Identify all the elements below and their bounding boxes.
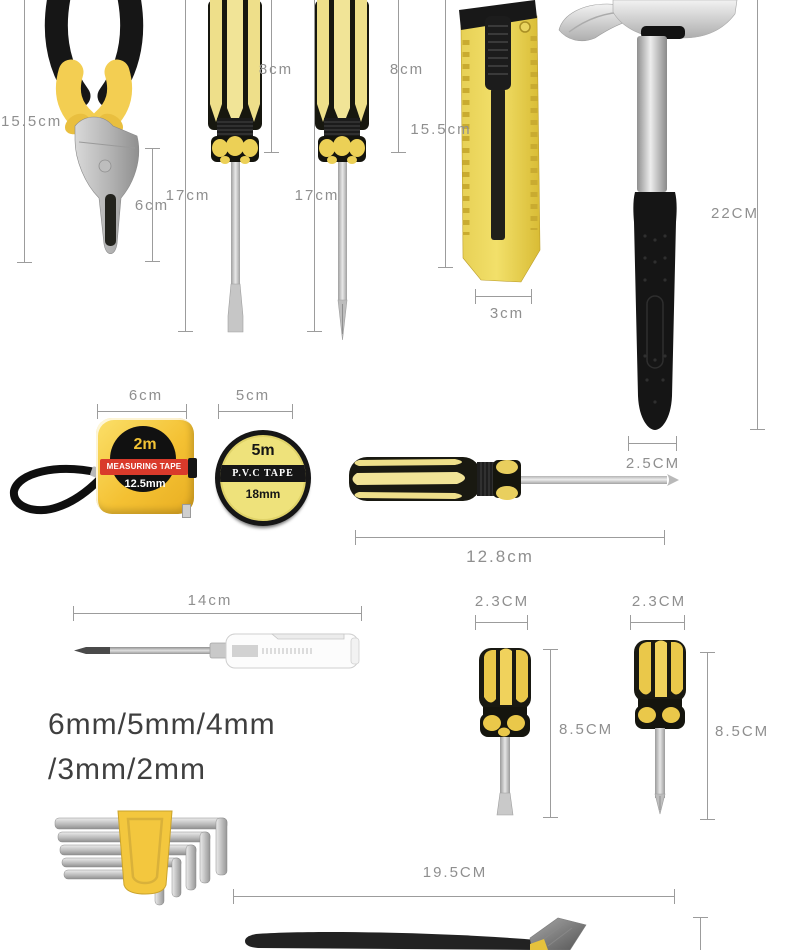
measure-stubby-flat-width-line: [475, 622, 528, 623]
pvc-tape-face: [215, 430, 311, 526]
measure-phillips-screwdriver-total-label: 17cm: [294, 187, 340, 204]
tape-measure-body: [96, 418, 194, 514]
flat-screwdriver-image: [200, 0, 290, 345]
measure-knife-width-label: 3cm: [489, 305, 525, 322]
measure-pliers-length-label: 15.5cm: [1, 113, 63, 130]
tape-exit-slot: [188, 458, 197, 478]
measure-flat-screwdriver-handle-label: 8cm: [258, 61, 294, 78]
measure-stubby-phillips-width-line: [630, 622, 685, 623]
pvc-width-text: 18mm: [245, 487, 281, 501]
measure-flat-screwdriver-total-label: 17cm: [165, 187, 211, 204]
pvc-capacity-text: 5m: [251, 442, 275, 459]
measure-knife-length-label: 15.5cm: [410, 121, 472, 138]
tape-lanyard: [8, 463, 108, 519]
measure-phillips-screwdriver-handle-label: 8cm: [389, 61, 425, 78]
pvc-name-text: P.V.C TAPE: [220, 465, 306, 482]
measure-pliers-length-line: [24, 0, 25, 263]
measure-stubby-flat-width-label: 2.3CM: [474, 593, 530, 610]
measure-tape-width-label: 6cm: [128, 387, 164, 404]
measure-stubby-phillips-width-label: 2.3CM: [631, 593, 687, 610]
measure-knife-width-line: [475, 296, 532, 297]
measure-stubby-flat-length-line: [550, 649, 551, 818]
hex-key-set-image: [50, 805, 240, 920]
tape-capacity-text: 2m: [133, 436, 157, 453]
measure-stubby-phillips-length-line: [707, 652, 708, 820]
hex-key-sizes-line1: 6mm/5mm/4mm: [48, 708, 276, 741]
measure-pvc-width-line: [218, 411, 293, 412]
measure-hammer-length-label: 22CM: [711, 205, 760, 222]
measure-test-pen-line: [73, 613, 362, 614]
test-pen-image: [72, 630, 364, 672]
measure-pliers-jaw-label: 6cm: [134, 197, 170, 214]
bottom-partial-tool-image: [228, 916, 593, 950]
stubby-phillips-screwdriver-image: [625, 636, 697, 816]
measure-tape-width-line: [97, 411, 187, 412]
measure-flat-screwdriver-total-line: [185, 0, 186, 332]
measure-bottom-partial-line: [700, 917, 701, 950]
tape-end-hook: [182, 504, 191, 518]
measure-stubby-flat-length-label: 8.5CM: [559, 721, 614, 738]
measure-pvc-width-label: 5cm: [235, 387, 271, 404]
utility-knife-image: [445, 0, 550, 300]
measure-hex-key-length-label: 19.5CM: [422, 864, 488, 881]
measure-phillips-screwdriver-total-line: [314, 0, 315, 332]
pliers-image: [25, 0, 160, 270]
measure-stubby-phillips-length-label: 8.5CM: [715, 723, 770, 740]
pvc-tape-image: [213, 428, 305, 520]
measure-hammer-grip-line: [628, 443, 677, 444]
measure-mid-screwdriver-line: [355, 537, 665, 538]
measure-hex-key-length-line: [233, 896, 675, 897]
stubby-flat-screwdriver-image: [470, 643, 542, 821]
measure-test-pen-label: 14cm: [187, 592, 233, 609]
measure-mid-screwdriver-label: 12.8cm: [466, 547, 534, 566]
tape-name-text: MEASURING TAPE: [100, 459, 188, 475]
measure-hammer-grip-label: 2.5CM: [625, 455, 681, 472]
hex-key-sizes-text: [48, 702, 276, 792]
tape-width-text: 12.5mm: [124, 478, 166, 490]
tape-measure-image: [8, 415, 200, 519]
hex-key-sizes-line2: /3mm/2mm: [48, 753, 206, 786]
phillips-screwdriver-image: [307, 0, 397, 348]
